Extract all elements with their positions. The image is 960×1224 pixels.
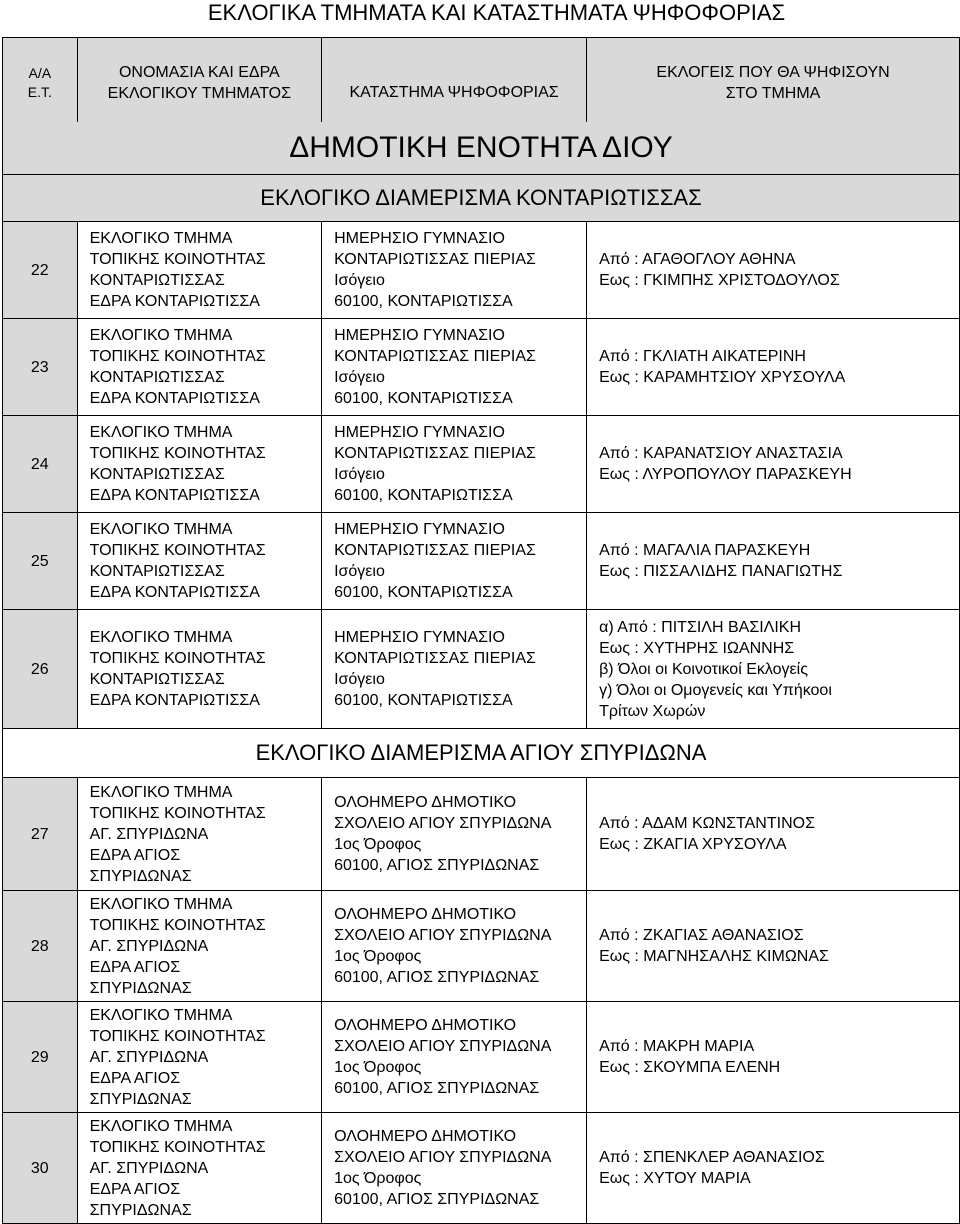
table-row [3, 319, 960, 416]
table-row [3, 778, 960, 891]
polling-station: ΗΜΕΡΗΣΙΟ ΓΥΜΝΑΣΙΟ ΚΟΝΤΑΡΙΩΤΙΣΣΑΣ ΠΙΕΡΙΑΣ Ισόγειο 60100, ΚΟΝΤΑΡΙΩΤΙΣΣΑ [322, 319, 587, 416]
voters-range: α) Από : ΠΙΤΣΙΛΗ ΒΑΣΙΛΙΚΗ Εως : ΧΥΤΗΡΗΣ ΙΩΑΝΝΗΣ β) Όλοι οι Κοινοτικοί Εκλογείς γ) Όλοι οι Ομογενείς και Υπήκοοι Τρίτων Χωρών [587, 610, 960, 729]
polling-station: ΟΛΟΗΜΕΡΟ ΔΗΜΟΤΙΚΟ ΣΧΟΛΕΙΟ ΑΓΙΟΥ ΣΠΥΡΙΔΩΝΑ 1ος Όροφος 60100, ΑΓΙΟΣ ΣΠΥΡΙΔΩΝΑΣ [322, 1002, 587, 1113]
table-row [3, 222, 960, 319]
polling-station: ΗΜΕΡΗΣΙΟ ΓΥΜΝΑΣΙΟ ΚΟΝΤΑΡΙΩΤΙΣΣΑΣ ΠΙΕΡΙΑΣ Ισόγειο 60100, ΚΟΝΤΑΡΙΩΤΙΣΣΑ [322, 416, 587, 513]
section-name: ΕΚΛΟΓΙΚΟ ΤΜΗΜΑ ΤΟΠΙΚΗΣ ΚΟΙΝΟΤΗΤΑΣ ΚΟΝΤΑΡΙΩΤΙΣΣΑΣ ΕΔΡΑ ΚΟΝΤΑΡΙΩΤΙΣΣΑ [77, 319, 321, 416]
header-station: ΚΑΤΑΣΤΗΜΑ ΨΗΦΟΦΟΡΙΑΣ [322, 38, 587, 123]
table-row [3, 610, 960, 729]
voters-range: Από : ΜΑΚΡΗ ΜΑΡΙΑ Εως : ΣΚΟΥΜΠΑ ΕΛΕΝΗ [587, 1002, 960, 1113]
section-number: 26 [3, 610, 78, 729]
section-name: ΕΚΛΟΓΙΚΟ ΤΜΗΜΑ ΤΟΠΙΚΗΣ ΚΟΙΝΟΤΗΤΑΣ ΑΓ. ΣΠΥΡΙΔΩΝΑ ΕΔΡΑ ΑΓΙΟΣ ΣΠΥΡΙΔΩΝΑΣ [77, 891, 321, 1002]
table-row [3, 891, 960, 1002]
section-name: ΕΚΛΟΓΙΚΟ ΤΜΗΜΑ ΤΟΠΙΚΗΣ ΚΟΙΝΟΤΗΤΑΣ ΑΓ. ΣΠΥΡΙΔΩΝΑ ΕΔΡΑ ΑΓΙΟΣ ΣΠΥΡΙΔΩΝΑΣ [77, 1113, 321, 1224]
polling-station: ΟΛΟΗΜΕΡΟ ΔΗΜΟΤΙΚΟ ΣΧΟΛΕΙΟ ΑΓΙΟΥ ΣΠΥΡΙΔΩΝΑ 1ος Όροφος 60100, ΑΓΙΟΣ ΣΠΥΡΙΔΩΝΑΣ [322, 891, 587, 1002]
section-number: 29 [3, 1002, 78, 1113]
polling-stations-table [2, 37, 960, 1224]
section-number: 27 [3, 778, 78, 891]
section-name: ΕΚΛΟΓΙΚΟ ΤΜΗΜΑ ΤΟΠΙΚΗΣ ΚΟΙΝΟΤΗΤΑΣ ΚΟΝΤΑΡΙΩΤΙΣΣΑΣ ΕΔΡΑ ΚΟΝΤΑΡΙΩΤΙΣΣΑ [77, 416, 321, 513]
polling-station: ΗΜΕΡΗΣΙΟ ΓΥΜΝΑΣΙΟ ΚΟΝΤΑΡΙΩΤΙΣΣΑΣ ΠΙΕΡΙΑΣ Ισόγειο 60100, ΚΟΝΤΑΡΙΩΤΙΣΣΑ [322, 513, 587, 610]
table-row [3, 1113, 960, 1224]
voters-range: Από : ΚΑΡΑΝΑΤΣΙΟΥ ΑΝΑΣΤΑΣΙΑ Εως : ΛΥΡΟΠΟΥΛΟΥ ΠΑΡΑΣΚΕΥΗ [587, 416, 960, 513]
voters-range: Από : ΣΠΕΝΚΛΕΡ ΑΘΑΝΑΣΙΟΣ Εως : ΧΥΤΟΥ ΜΑΡΙΑ [587, 1113, 960, 1224]
voters-range: Από : ΑΓΑΘΟΓΛΟΥ ΑΘΗΝΑ Εως : ΓΚΙΜΠΗΣ ΧΡΙΣΤΟΔΟΥΛΟΣ [587, 222, 960, 319]
section-name: ΕΚΛΟΓΙΚΟ ΤΜΗΜΑ ΤΟΠΙΚΗΣ ΚΟΙΝΟΤΗΤΑΣ ΚΟΝΤΑΡΙΩΤΙΣΣΑΣ ΕΔΡΑ ΚΟΝΤΑΡΙΩΤΙΣΣΑ [77, 513, 321, 610]
section-number: 24 [3, 416, 78, 513]
section-name: ΕΚΛΟΓΙΚΟ ΤΜΗΜΑ ΤΟΠΙΚΗΣ ΚΟΙΝΟΤΗΤΑΣ ΑΓ. ΣΠΥΡΙΔΩΝΑ ΕΔΡΑ ΑΓΙΟΣ ΣΠΥΡΙΔΩΝΑΣ [77, 778, 321, 891]
district-row [3, 175, 960, 222]
voters-range: Από : ΜΑΓΑΛΙΑ ΠΑΡΑΣΚΕΥΗ Εως : ΠΙΣΣΑΛΙΔΗΣ ΠΑΝΑΓΙΩΤΗΣ [587, 513, 960, 610]
polling-station: ΗΜΕΡΗΣΙΟ ΓΥΜΝΑΣΙΟ ΚΟΝΤΑΡΙΩΤΙΣΣΑΣ ΠΙΕΡΙΑΣ Ισόγειο 60100, ΚΟΝΤΑΡΙΩΤΙΣΣΑ [322, 610, 587, 729]
section-name: ΕΚΛΟΓΙΚΟ ΤΜΗΜΑ ΤΟΠΙΚΗΣ ΚΟΙΝΟΤΗΤΑΣ ΑΓ. ΣΠΥΡΙΔΩΝΑ ΕΔΡΑ ΑΓΙΟΣ ΣΠΥΡΙΔΩΝΑΣ [77, 1002, 321, 1113]
header-number: Α/Α Ε.Τ. [3, 38, 78, 123]
district-row [3, 729, 960, 778]
voters-range: Από : ΓΚΛΙΑΤΗ ΑΙΚΑΤΕΡΙΝΗ Εως : ΚΑΡΑΜΗΤΣΙΟΥ ΧΡΥΣΟΥΛΑ [587, 319, 960, 416]
table-row [3, 416, 960, 513]
section-number: 30 [3, 1113, 78, 1224]
polling-station: ΗΜΕΡΗΣΙΟ ΓΥΜΝΑΣΙΟ ΚΟΝΤΑΡΙΩΤΙΣΣΑΣ ΠΙΕΡΙΑΣ Ισόγειο 60100, ΚΟΝΤΑΡΙΩΤΙΣΣΑ [322, 222, 587, 319]
municipal-unit-title: ΔΗΜΟΤΙΚΗ ΕΝΟΤΗΤΑ ΔΙΟΥ [289, 131, 673, 164]
table-row [3, 1002, 960, 1113]
page-title: ΕΚΛΟΓΙΚΑ ΤΜΗΜΑΤΑ ΚΑΙ ΚΑΤΑΣΤΗΜΑΤΑ ΨΗΦΟΦΟΡΙΑΣ [207, 0, 786, 25]
voters-range: Από : ΑΔΑΜ ΚΩΝΣΤΑΝΤΙΝΟΣ Εως : ΖΚΑΓΙΑ ΧΡΥΣΟΥΛΑ [587, 778, 960, 891]
polling-station: ΟΛΟΗΜΕΡΟ ΔΗΜΟΤΙΚΟ ΣΧΟΛΕΙΟ ΑΓΙΟΥ ΣΠΥΡΙΔΩΝΑ 1ος Όροφος 60100, ΑΓΙΟΣ ΣΠΥΡΙΔΩΝΑΣ [322, 1113, 587, 1224]
section-number: 28 [3, 891, 78, 1002]
table-header-row [3, 38, 960, 123]
header-name: ΟΝΟΜΑΣΙΑ ΚΑΙ ΕΔΡΑ ΕΚΛΟΓΙΚΟΥ ΤΜΗΜΑΤΟΣ [77, 38, 321, 123]
voters-range: Από : ΖΚΑΓΙΑΣ ΑΘΑΝΑΣΙΟΣ Εως : ΜΑΓΝΗΣΑΛΗΣ ΚΙΜΩΝΑΣ [587, 891, 960, 1002]
district-title: ΕΚΛΟΓΙΚΟ ΔΙΑΜΕΡΙΣΜΑ ΑΓΙΟΥ ΣΠΥΡΙΔΩΝΑ [255, 740, 707, 765]
header-voters: ΕΚΛΟΓΕΙΣ ΠΟΥ ΘΑ ΨΗΦΙΣΟΥΝ ΣΤΟ ΤΜΗΜΑ [587, 38, 960, 123]
district-title: ΕΚΛΟΓΙΚΟ ΔΙΑΜΕΡΙΣΜΑ ΚΟΝΤΑΡΙΩΤΙΣΣΑΣ [260, 185, 702, 210]
section-name: ΕΚΛΟΓΙΚΟ ΤΜΗΜΑ ΤΟΠΙΚΗΣ ΚΟΙΝΟΤΗΤΑΣ ΚΟΝΤΑΡΙΩΤΙΣΣΑΣ ΕΔΡΑ ΚΟΝΤΑΡΙΩΤΙΣΣΑ [77, 610, 321, 729]
section-number: 23 [3, 319, 78, 416]
section-number: 22 [3, 222, 78, 319]
municipal-unit-row [3, 122, 960, 175]
section-name: ΕΚΛΟΓΙΚΟ ΤΜΗΜΑ ΤΟΠΙΚΗΣ ΚΟΙΝΟΤΗΤΑΣ ΚΟΝΤΑΡΙΩΤΙΣΣΑΣ ΕΔΡΑ ΚΟΝΤΑΡΙΩΤΙΣΣΑ [77, 222, 321, 319]
polling-station: ΟΛΟΗΜΕΡΟ ΔΗΜΟΤΙΚΟ ΣΧΟΛΕΙΟ ΑΓΙΟΥ ΣΠΥΡΙΔΩΝΑ 1ος Όροφος 60100, ΑΓΙΟΣ ΣΠΥΡΙΔΩΝΑΣ [322, 778, 587, 891]
table-row [3, 513, 960, 610]
section-number: 25 [3, 513, 78, 610]
